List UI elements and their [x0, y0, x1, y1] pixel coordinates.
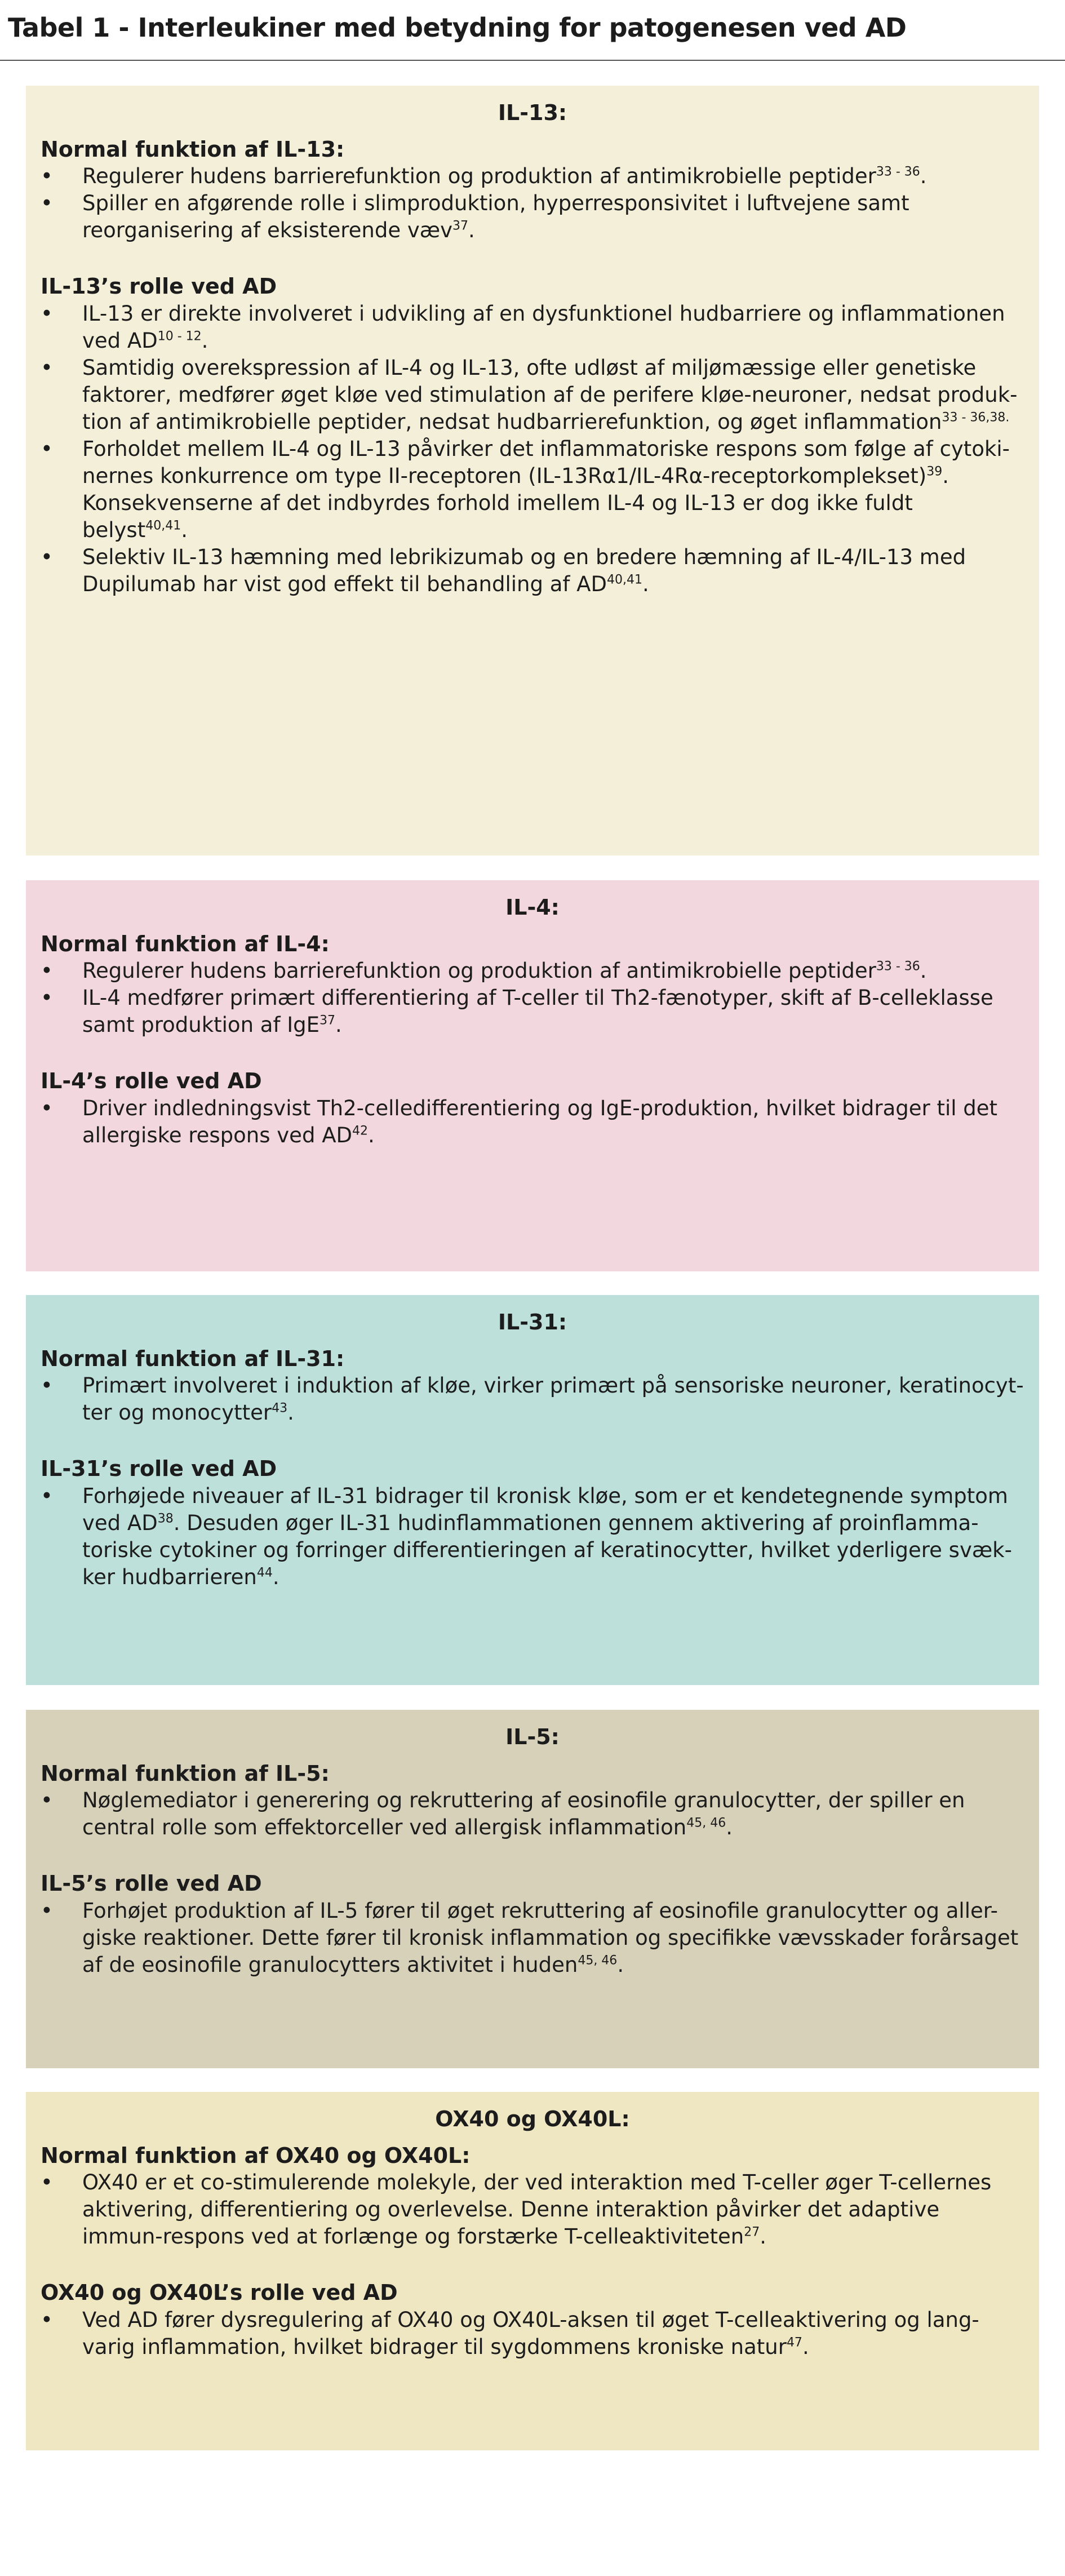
panel-il4	[26, 880, 1039, 1271]
panel-il31	[26, 1295, 1039, 1685]
role-list	[41, 1897, 1024, 1979]
role-heading: IL-31’s rolle ved AD	[41, 1456, 277, 1482]
list-item: • Forhøjet produktion af IL-5 fører til øget rekruttering af eosinofile granulocytter og aller-giske reaktioner. Dette fører til kronisk inflammation og specifikke vævsskader forårsaget af de eosinofile granulocytters aktivitet i huden$^{45, 46}$.	[41, 1897, 1024, 1979]
list-item: • Primært involveret i induktion af kløe, virker primært på sensoriske neuroner, keratinocyt-ter og monocytter$^{43}$.	[41, 1372, 1024, 1426]
panel-title: IL-4:	[505, 895, 560, 920]
normal-function-list	[41, 2169, 1024, 2250]
list-item: • Forholdet mellem IL-4 og IL-13 påvirker det inflammatoriske respons som følge af cytoki-nernes konkurrence om type II-receptoren (IL-13Rα1/IL-4Rα-receptorkomplekset)$^{39}$. Konsekvenserne af det indbyrdes forhold imellem IL-4 og IL-13 er dog ikke fuldt belyst$^{40,41}$.	[41, 436, 1024, 544]
list-item: • IL-4 medfører primært differentiering af T-celler til Th2-fænotyper, skift af B-celleklasse samt produktion af IgE$^{37}$.	[41, 985, 1024, 1039]
list-item: • OX40 er et co-stimulerende molekyle, der ved interaktion med T-celler øger T-cellernes aktivering, differentiering og overlevelse. Denne interaktion påvirker det adaptive immun-respons ved at forlænge og forstærke T-celleaktiviteten$^{27}$.	[41, 2169, 1024, 2250]
role-list	[41, 2307, 1024, 2361]
role-heading: IL-13’s rolle ved AD	[41, 274, 277, 299]
list-item: • Selektiv IL-13 hæmning med lebrikizumab og en bredere hæmning af IL-4/IL-13 med Dupilumab har vist god effekt til behandling af AD$^{40,41}$.	[41, 544, 1024, 598]
list-item: • Regulerer hudens barrierefunktion og produktion af antimikrobielle peptider$^{33 - 36}$.	[41, 163, 1024, 190]
title-divider	[0, 60, 1065, 61]
normal-function-list	[41, 1372, 1024, 1426]
list-item: • Ved AD fører dysregulering af OX40 og OX40L-aksen til øget T-celleaktivering og lang-varig inflammation, hvilket bidrager til sygdommens kroniske natur$^{47}$.	[41, 2307, 1024, 2361]
role-list	[41, 1483, 1024, 1591]
panel-il5	[26, 1710, 1039, 2068]
panel-il13	[26, 86, 1039, 855]
list-item: • Regulerer hudens barrierefunktion og produktion af antimikrobielle peptider$^{33 - 36}$.	[41, 957, 1024, 985]
panel-title: IL-13:	[498, 100, 567, 125]
panel-title: OX40 og OX40L:	[435, 2107, 630, 2131]
list-item: • Samtidig overekspression af IL-4 og IL-13, ofte udløst af miljømæssige eller genetiske faktorer, medfører øget kløe ved stimulation af de perifere kløe-neuroner, nedsat produk-tion af antimikrobielle peptider, nedsat hudbarrierefunktion, og øget inflammation$^{33 - 36,38.}$	[41, 354, 1024, 436]
list-item: • Driver indledningsvist Th2-celledifferentiering og IgE-produktion, hvilket bidrager til det allergiske respons ved AD$^{42}$.	[41, 1095, 1024, 1149]
normal-function-list	[41, 957, 1024, 1039]
normal-function-heading: Normal funktion af IL-13:	[41, 136, 345, 162]
panel-title: IL-5:	[505, 1724, 560, 1749]
role-list	[41, 300, 1024, 598]
role-list	[41, 1095, 1024, 1149]
normal-function-heading: Normal funktion af IL-4:	[41, 931, 330, 956]
panel-ox40	[26, 2092, 1039, 2450]
list-item: • Spiller en afgørende rolle i slimproduktion, hyperresponsivitet i luftvejene samt reorganisering af eksisterende væv$^{37}$.	[41, 190, 1024, 244]
role-heading: IL-5’s rolle ved AD	[41, 1871, 262, 1896]
normal-function-heading: Normal funktion af OX40 og OX40L:	[41, 2143, 471, 2168]
list-item: • Forhøjede niveauer af IL-31 bidrager til kronisk kløe, som er et kendetegnende symptom ved AD$^{38}$. Desuden øger IL-31 hudinflammationen gennem aktivering af proinflamma-toriske cytokiner og forringer differentieringen af keratinocytter, hvilket yderligere svæk-ker hudbarrieren$^{44}$.	[41, 1483, 1024, 1591]
normal-function-heading: Normal funktion af IL-5:	[41, 1761, 330, 1786]
normal-function-list	[41, 163, 1024, 244]
normal-function-heading: Normal funktion af IL-31:	[41, 1346, 345, 1371]
role-heading: OX40 og OX40L’s rolle ved AD	[41, 2280, 398, 2305]
normal-function-list	[41, 1787, 1024, 1841]
panel-title: IL-31:	[498, 1310, 567, 1334]
list-item: • Nøglemediator i generering og rekruttering af eosinofile granulocytter, der spiller en central rolle som effektorceller ved allergisk inflammation$^{45, 46}$.	[41, 1787, 1024, 1841]
list-item: • IL-13 er direkte involveret i udvikling af en dysfunktionel hudbarriere og inflammationen ved AD$^{10 - 12}$.	[41, 300, 1024, 354]
page-title: Tabel 1 - Interleukiner med betydning for patogenesen ved AD	[8, 12, 907, 43]
role-heading: IL-4’s rolle ved AD	[41, 1068, 262, 1094]
